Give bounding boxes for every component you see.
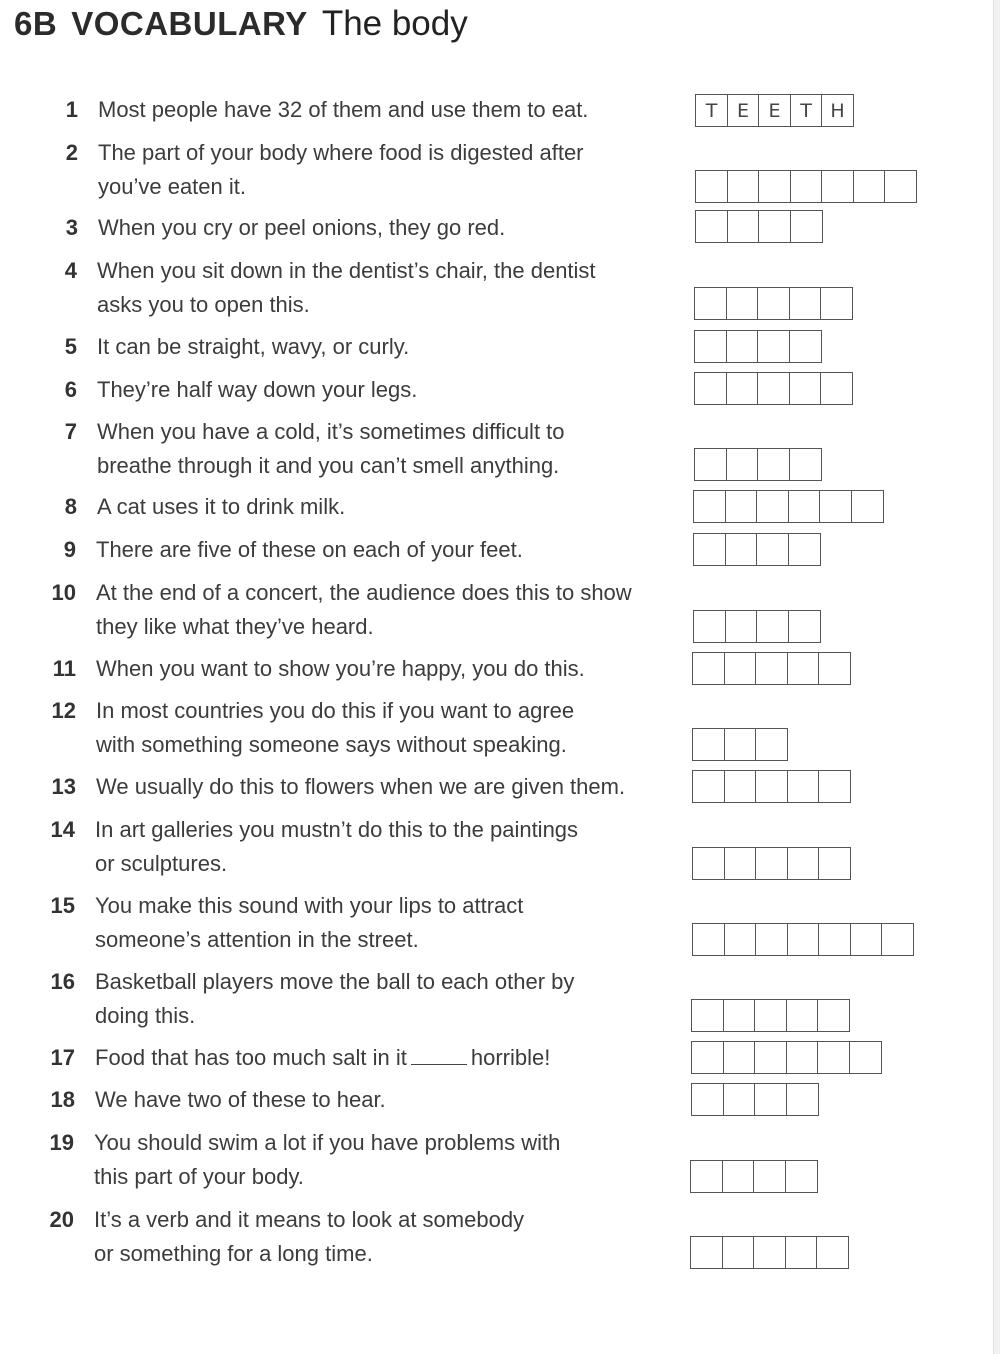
answer-boxes-18 — [691, 1083, 819, 1116]
letter-box[interactable] — [757, 330, 790, 363]
letter-box[interactable] — [726, 372, 759, 405]
letter-box[interactable] — [727, 210, 760, 243]
answer-boxes-17 — [691, 1041, 882, 1074]
answer-boxes-13 — [692, 770, 851, 803]
question-number: 15 — [50, 893, 75, 918]
letter-box[interactable] — [758, 210, 791, 243]
question-line-2: or sculptures. — [95, 851, 228, 876]
question-line-1: At the end of a concert, the audience does this to show — [96, 580, 632, 605]
letter-box[interactable] — [756, 610, 789, 643]
letter-box[interactable] — [853, 170, 886, 203]
answer-boxes-3 — [695, 210, 823, 243]
question-text — [95, 889, 675, 957]
answer-boxes-5 — [694, 330, 822, 363]
letter-box[interactable] — [753, 1160, 786, 1193]
question-line-1: A cat uses it to drink milk. — [97, 494, 346, 519]
letter-box[interactable] — [817, 1041, 850, 1074]
question-number: 10 — [51, 580, 76, 605]
letter-box[interactable] — [786, 1041, 819, 1074]
unit-code: 6B — [14, 5, 58, 42]
letter-box[interactable] — [881, 923, 914, 956]
question-line-1-after: horrible! — [470, 1045, 551, 1070]
letter-box[interactable] — [788, 610, 821, 643]
letter-box[interactable] — [818, 652, 851, 685]
question-text — [95, 1083, 675, 1117]
letter-box[interactable] — [692, 652, 725, 685]
letter-box[interactable] — [756, 533, 789, 566]
letter-box[interactable]: H — [821, 94, 854, 127]
question-line-1: We usually do this to flowers when we are given them. — [96, 774, 626, 799]
question-line-1: You make this sound with your lips to attract — [95, 893, 524, 918]
letter-box[interactable] — [789, 287, 822, 320]
question-text — [98, 93, 678, 127]
question-line-1: You should swim a lot if you have problems with — [94, 1130, 561, 1155]
letter-box[interactable] — [790, 170, 823, 203]
letter-box[interactable] — [725, 610, 758, 643]
question-line-2: this part of your body. — [94, 1164, 304, 1189]
letter-box[interactable] — [725, 490, 758, 523]
question-text — [98, 211, 678, 245]
letter-box[interactable]: E — [727, 94, 760, 127]
letter-box[interactable] — [820, 287, 853, 320]
question-line-1: In most countries you do this if you want to agree — [96, 698, 575, 723]
question-number: 2 — [65, 140, 78, 165]
letter-box[interactable]: T — [790, 94, 823, 127]
letter-box[interactable] — [694, 448, 727, 481]
letter-box[interactable] — [786, 1083, 819, 1116]
question-text — [94, 1203, 674, 1271]
letter-box[interactable] — [849, 1041, 882, 1074]
question-line-2: or something for a long time. — [94, 1241, 373, 1266]
letter-box[interactable] — [691, 999, 724, 1032]
letter-box[interactable] — [725, 533, 758, 566]
question-line-1: It’s a verb and it means to look at somebody — [94, 1207, 525, 1232]
question-text — [96, 770, 676, 804]
question-line-1: In art galleries you mustn’t do this to the paintings — [95, 817, 579, 842]
letter-box[interactable] — [789, 372, 822, 405]
question-text — [97, 490, 677, 524]
question-number: 5 — [64, 334, 77, 359]
letter-box[interactable] — [755, 847, 788, 880]
answer-boxes-6 — [694, 372, 853, 405]
question-number: 6 — [64, 377, 77, 402]
answer-boxes-4 — [694, 287, 853, 320]
letter-box[interactable] — [758, 170, 791, 203]
letter-box[interactable] — [754, 999, 787, 1032]
letter-box[interactable] — [722, 1236, 755, 1269]
letter-box[interactable] — [757, 287, 790, 320]
letter-box[interactable] — [691, 1083, 724, 1116]
question-number: 18 — [50, 1087, 75, 1112]
question-number: 7 — [64, 419, 77, 444]
question-line-1: Basketball players move the ball to each other by — [95, 969, 575, 994]
question-number: 12 — [51, 698, 76, 723]
letter-box[interactable] — [851, 490, 884, 523]
letter-box[interactable] — [692, 847, 725, 880]
fill-in-blank — [411, 1044, 467, 1065]
question-line-1: When you cry or peel onions, they go red. — [98, 215, 506, 240]
question-text — [95, 813, 675, 881]
question-text — [97, 254, 677, 322]
question-line-1: When you sit down in the dentist’s chair, the dentist — [97, 258, 596, 283]
letter-box[interactable] — [821, 170, 854, 203]
question-number: 20 — [49, 1207, 74, 1232]
question-number: 13 — [51, 774, 76, 799]
letter-box[interactable] — [787, 923, 820, 956]
letter-box[interactable] — [693, 490, 726, 523]
answer-boxes-16 — [691, 999, 850, 1032]
question-line-1: There are five of these on each of your feet. — [96, 537, 523, 562]
question-text — [96, 576, 676, 644]
letter-box[interactable] — [692, 770, 725, 803]
question-line-1: When you want to show you’re happy, you do this. — [96, 656, 585, 681]
letter-box[interactable] — [695, 170, 728, 203]
letter-box[interactable] — [722, 1160, 755, 1193]
question-number: 17 — [50, 1045, 75, 1070]
letter-box[interactable] — [726, 448, 759, 481]
question-line-2: asks you to open this. — [97, 292, 310, 317]
letter-box[interactable]: T — [695, 94, 728, 127]
question-text — [97, 330, 677, 364]
question-text — [96, 694, 676, 762]
question-text — [96, 533, 676, 567]
question-text — [95, 965, 675, 1033]
answer-boxes-14 — [692, 847, 851, 880]
question-number: 14 — [50, 817, 75, 842]
question-number: 1 — [65, 97, 78, 122]
letter-box[interactable] — [724, 652, 757, 685]
question-text — [95, 1041, 675, 1075]
question-number: 3 — [65, 215, 78, 240]
letter-box[interactable] — [816, 1236, 849, 1269]
question-text — [96, 652, 676, 686]
answer-boxes-12 — [692, 728, 788, 761]
answer-boxes-2 — [695, 170, 917, 203]
letter-box[interactable] — [788, 490, 821, 523]
letter-box[interactable] — [724, 728, 757, 761]
letter-box[interactable] — [787, 652, 820, 685]
letter-box[interactable] — [757, 448, 790, 481]
letter-box[interactable] — [723, 999, 756, 1032]
letter-box[interactable] — [789, 330, 822, 363]
letter-box[interactable] — [694, 372, 727, 405]
letter-box[interactable] — [790, 210, 823, 243]
letter-box[interactable] — [818, 770, 851, 803]
answer-boxes-19 — [690, 1160, 818, 1193]
letter-box[interactable] — [820, 372, 853, 405]
letter-box[interactable] — [753, 1236, 786, 1269]
letter-box[interactable] — [819, 490, 852, 523]
question-line-2: someone’s attention in the street. — [95, 927, 419, 952]
letter-box[interactable] — [691, 1041, 724, 1074]
question-line-1: Most people have 32 of them and use them to eat. — [98, 97, 589, 122]
letter-box[interactable] — [724, 770, 757, 803]
letter-box[interactable] — [694, 287, 727, 320]
topic-title: The body — [321, 4, 468, 43]
answer-boxes-8 — [693, 490, 884, 523]
question-line-1: Food that has too much salt in it — [95, 1045, 407, 1070]
question-text — [97, 373, 677, 407]
question-line-2: you’ve eaten it. — [98, 174, 246, 199]
letter-box[interactable] — [756, 490, 789, 523]
question-text — [97, 415, 677, 483]
answer-boxes-20 — [690, 1236, 849, 1269]
letter-box[interactable] — [727, 170, 760, 203]
question-number: 9 — [63, 537, 76, 562]
letter-box[interactable] — [723, 1083, 756, 1116]
question-number: 4 — [64, 258, 77, 283]
page-header — [14, 4, 468, 54]
question-line-2: with something someone says without speaking. — [96, 732, 567, 757]
letter-box[interactable] — [724, 847, 757, 880]
question-line-2: they like what they’ve heard. — [96, 614, 374, 639]
question-text — [94, 1126, 674, 1194]
question-text — [98, 136, 678, 204]
question-line-2: breathe through it and you can’t smell anything. — [97, 453, 560, 478]
letter-box[interactable] — [726, 330, 759, 363]
letter-box[interactable] — [818, 923, 851, 956]
letter-box[interactable] — [755, 728, 788, 761]
letter-box[interactable] — [757, 372, 790, 405]
letter-box[interactable] — [818, 847, 851, 880]
letter-box[interactable] — [695, 210, 728, 243]
letter-box[interactable] — [692, 728, 725, 761]
question-line-1: When you have a cold, it’s sometimes difficult to — [97, 419, 565, 444]
letter-box[interactable]: E — [758, 94, 791, 127]
question-line-1: We have two of these to hear. — [95, 1087, 386, 1112]
letter-box[interactable] — [694, 330, 727, 363]
letter-box[interactable] — [692, 923, 725, 956]
answer-boxes-11 — [692, 652, 851, 685]
answer-boxes-7 — [694, 448, 822, 481]
letter-box[interactable] — [755, 652, 788, 685]
letter-box[interactable] — [754, 1083, 787, 1116]
letter-box[interactable] — [726, 287, 759, 320]
letter-box[interactable] — [755, 770, 788, 803]
question-number: 11 — [52, 656, 76, 681]
answer-boxes-15 — [692, 923, 914, 956]
letter-box[interactable] — [754, 1041, 787, 1074]
letter-box[interactable] — [786, 999, 819, 1032]
letter-box[interactable] — [789, 448, 822, 481]
letter-box[interactable] — [785, 1160, 818, 1193]
letter-box[interactable] — [693, 610, 726, 643]
letter-box[interactable] — [785, 1236, 818, 1269]
letter-box[interactable] — [787, 770, 820, 803]
question-number: 16 — [50, 969, 75, 994]
answer-boxes-10 — [693, 610, 821, 643]
letter-box[interactable] — [693, 533, 726, 566]
question-line-1: The part of your body where food is digested after — [98, 140, 584, 165]
answer-boxes-9 — [693, 533, 821, 566]
letter-box[interactable] — [787, 847, 820, 880]
letter-box[interactable] — [755, 923, 788, 956]
letter-box[interactable] — [850, 923, 883, 956]
page-edge — [993, 0, 1000, 1354]
question-line-2: doing this. — [95, 1003, 196, 1028]
question-line-1: It can be straight, wavy, or curly. — [97, 334, 410, 359]
answer-boxes-1 — [695, 94, 854, 127]
letter-box[interactable] — [690, 1236, 723, 1269]
question-line-1: They’re half way down your legs. — [97, 377, 418, 402]
letter-box[interactable] — [884, 170, 917, 203]
question-number: 19 — [49, 1130, 74, 1155]
letter-box[interactable] — [788, 533, 821, 566]
letter-box[interactable] — [690, 1160, 723, 1193]
letter-box[interactable] — [724, 923, 757, 956]
question-number: 8 — [64, 494, 77, 519]
letter-box[interactable] — [723, 1041, 756, 1074]
section-title: VOCABULARY — [71, 5, 308, 42]
letter-box[interactable] — [817, 999, 850, 1032]
